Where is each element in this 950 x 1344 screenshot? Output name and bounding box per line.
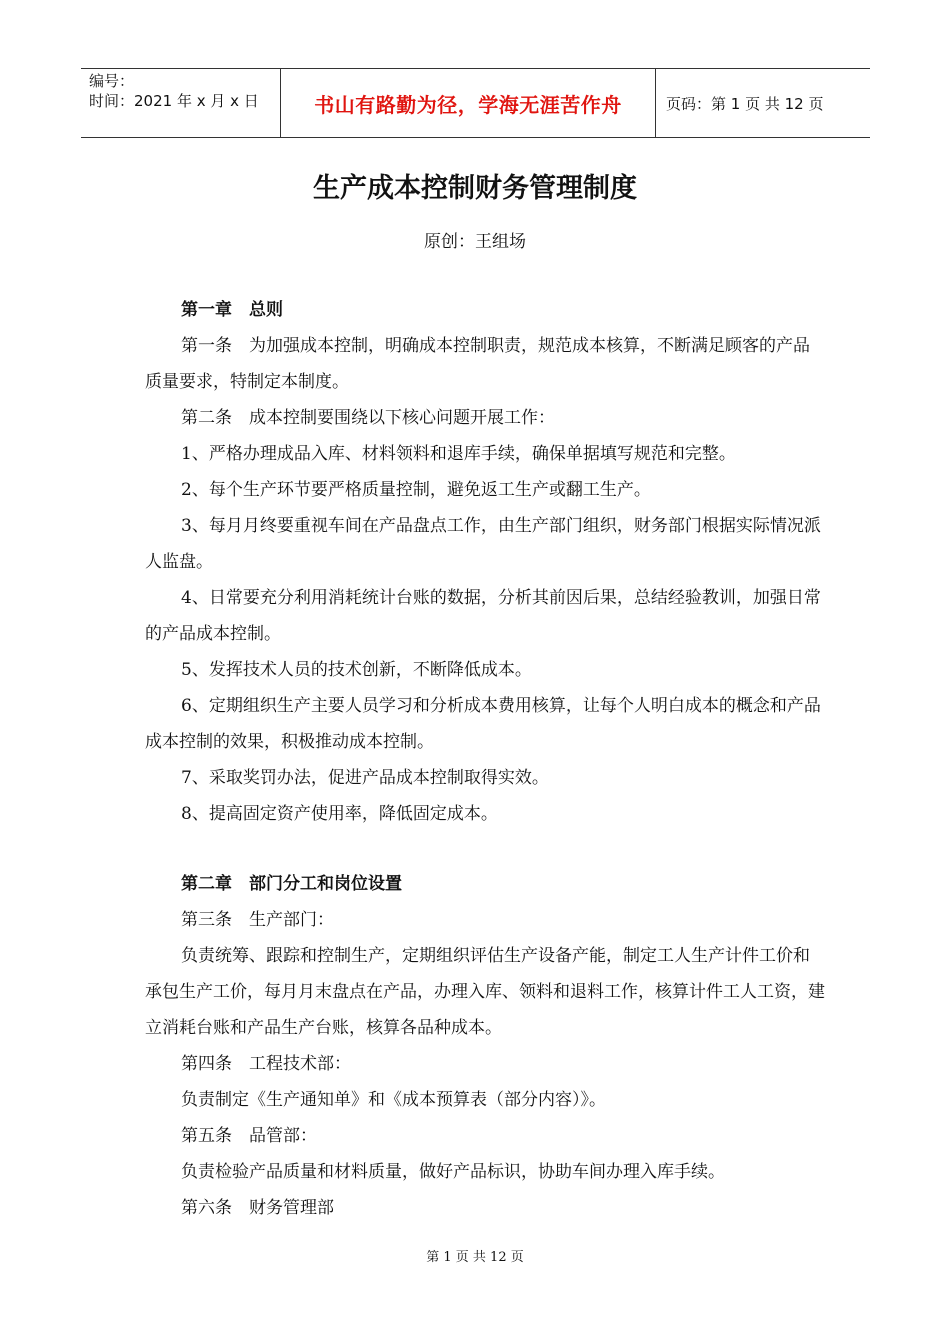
paragraph: 第二条 成本控制要围绕以下核心问题开展工作： — [181, 408, 555, 428]
chapter-heading: 第二章 部门分工和岗位设置 — [181, 874, 402, 894]
list-item: 2、每个生产环节要严格质量控制，避免返工生产或翻工生产。 — [181, 480, 651, 500]
document-author: 原创：王组场 — [424, 232, 526, 252]
paragraph: 负责统筹、跟踪和控制生产，定期组织评估生产设备产能，制定工人生产计件工价和承包生产工价，每月月末盘点在产品，办理入库、领料和退料工作，核算计件工人工资，建立消耗台账和产品生产台账，核算各品种成本。 — [145, 946, 825, 1038]
list-item: 1、严格办理成品入库、材料领料和退库手续，确保单据填写规范和完整。 — [181, 444, 736, 464]
serial-label: 编号： — [89, 72, 135, 90]
date-label: 时间：2021 年 x 月 x 日 — [89, 92, 259, 110]
paragraph: 第一条 为加强成本控制，明确成本控制职责，规范成本核算，不断满足顾客的产品质量要求，特制定本制度。 — [145, 336, 810, 392]
paragraph: 第三条 生产部门： — [181, 910, 334, 930]
list-item: 8、提高固定资产使用率，降低固定成本。 — [181, 804, 498, 824]
list-item: 3、每月月终要重视车间在产品盘点工作，由生产部门组织，财务部门根据实际情况派人监盘。 — [145, 516, 821, 572]
header-meta — [81, 69, 281, 137]
page-footer: 第 1 页 共 12 页 — [426, 1250, 524, 1265]
paragraph: 第四条 工程技术部： — [181, 1054, 351, 1074]
header-page-info: 页码：第 1 页 共 12 页 — [666, 94, 824, 113]
page-header — [81, 68, 870, 138]
list-item: 7、采取奖罚办法，促进产品成本控制取得实效。 — [181, 768, 549, 788]
paragraph: 第六条 财务管理部 — [181, 1198, 334, 1218]
paragraph: 负责制定《生产通知单》和《成本预算表（部分内容）》。 — [181, 1090, 606, 1110]
list-item: 6、定期组织生产主要人员学习和分析成本费用核算，让每个人明白成本的概念和产品成本控制的效果，积极推动成本控制。 — [145, 696, 821, 752]
document-body — [145, 292, 825, 1226]
list-item: 4、日常要充分利用消耗统计台账的数据，分析其前因后果，总结经验教训，加强日常的产品成本控制。 — [145, 588, 821, 644]
document-title: 生产成本控制财务管理制度 — [313, 173, 637, 204]
paragraph: 负责检验产品质量和材料质量，做好产品标识，协助车间办理入库手续。 — [181, 1162, 725, 1182]
list-item: 5、发挥技术人员的技术创新，不断降低成本。 — [181, 660, 532, 680]
paragraph: 第五条 品管部： — [181, 1126, 317, 1146]
chapter-heading: 第一章 总则 — [181, 300, 283, 320]
header-motto: 书山有路勤为径，学海无涯苦作舟 — [281, 69, 656, 137]
